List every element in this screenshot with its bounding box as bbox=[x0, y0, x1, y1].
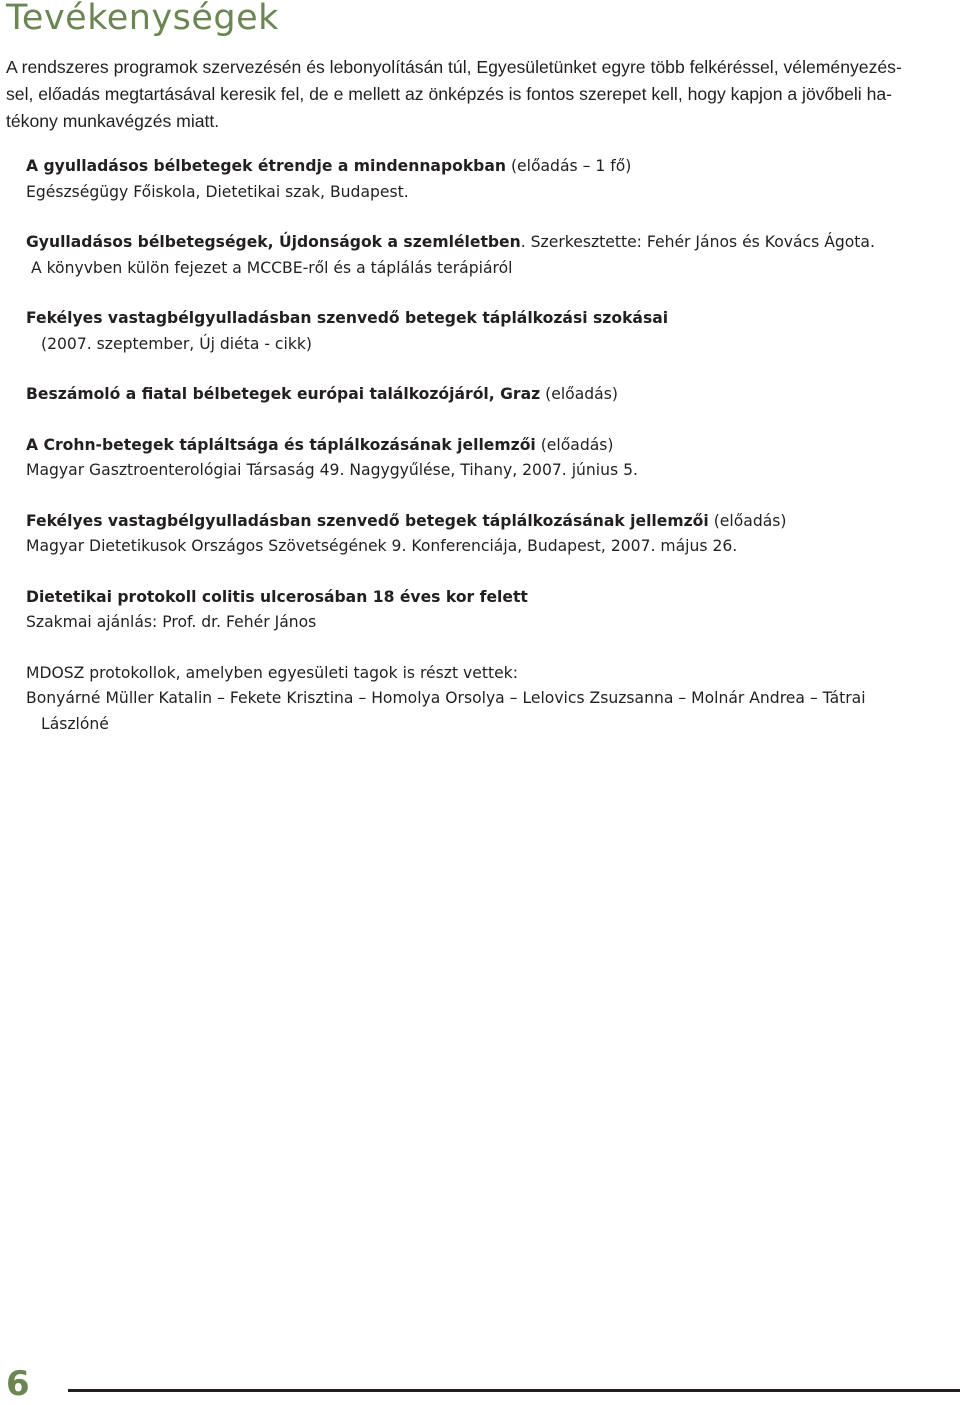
entry-title: Beszámoló a fiatal bélbetegek európai találkozójáról, Graz bbox=[26, 385, 541, 403]
intro-paragraph bbox=[6, 54, 954, 135]
entry-detail: Bonyárné Müller Katalin – Fekete Krisztina – Homolya Orsolya – Lelovics Zsuzsanna – Molnár Andrea – Tátrai bbox=[26, 689, 866, 707]
entry-title: Gyulladásos bélbetegségek, Újdonságok a szemléletben bbox=[26, 233, 521, 251]
entry-note: . Szerkesztette: Fehér János és Kovács Ágota. bbox=[520, 233, 875, 251]
entry-detail: (2007. szeptember, Új diéta - cikk) bbox=[41, 334, 312, 353]
entry-title: A gyulladásos bélbetegek étrendje a mindennapokban bbox=[26, 157, 506, 175]
entry-title: Fekélyes vastagbélgyulladásban szenvedő betegek táplálkozási szokásai bbox=[26, 309, 669, 327]
activity-entry bbox=[26, 433, 946, 484]
activity-entry bbox=[26, 661, 946, 738]
intro-line: tékony munkavégzés miatt. bbox=[6, 111, 220, 131]
entry-detail: Magyar Gasztroenterológiai Társaság 49. Nagygyűlése, Tihany, 2007. június 5. bbox=[26, 461, 638, 479]
activity-entry bbox=[26, 230, 946, 281]
entry-detail-continued: Lászlóné bbox=[41, 714, 109, 733]
entry-detail: Egészségügy Főiskola, Dietetikai szak, Budapest. bbox=[26, 182, 409, 201]
activity-entry bbox=[26, 509, 946, 560]
entry-detail: Szakmai ajánlás: Prof. dr. Fehér János bbox=[26, 613, 317, 631]
entry-note: (előadás) bbox=[708, 511, 787, 530]
intro-line: A rendszeres programok szervezésén és lebonyolításán túl, Egyesületünket egyre több felkéréssel, véleményezés- bbox=[6, 57, 902, 77]
entry-title: Fekélyes vastagbélgyulladásban szenvedő betegek táplálkozásának jellemzői bbox=[26, 511, 709, 530]
entry-note: (előadás) bbox=[540, 385, 618, 403]
entry-note: (előadás – 1 fő) bbox=[505, 157, 632, 175]
activity-entry bbox=[26, 154, 946, 205]
entry-title: A Crohn-betegek tápláltsága és táplálkozásának jellemzői bbox=[26, 435, 536, 454]
page-number: 6 bbox=[6, 1364, 30, 1404]
activity-entry bbox=[26, 382, 946, 408]
entry-heading: MDOSZ protokollok, amelyben egyesületi tagok is részt vettek: bbox=[26, 663, 518, 682]
entry-note: (előadás) bbox=[535, 435, 614, 454]
activity-entry bbox=[26, 306, 946, 357]
entry-detail: Magyar Dietetikusok Országos Szövetségének 9. Konferenciája, Budapest, 2007. május 26. bbox=[26, 537, 738, 555]
activity-list bbox=[26, 154, 946, 737]
activity-entry bbox=[26, 585, 946, 636]
intro-line: sel, előadás megtartásával keresik fel, de e mellett az önképzés is fontos szerepet kell, hogy kapjon a jövőbeli ha- bbox=[6, 84, 893, 104]
entry-title: Dietetikai protokoll colitis ulcerosában 18 éves kor felett bbox=[26, 587, 528, 606]
page-title: Tevékenységek bbox=[6, 0, 279, 38]
footer-rule bbox=[68, 1389, 960, 1392]
entry-detail: A könyvben külön fejezet a MCCBE-ről és a táplálás terápiáról bbox=[26, 258, 513, 277]
